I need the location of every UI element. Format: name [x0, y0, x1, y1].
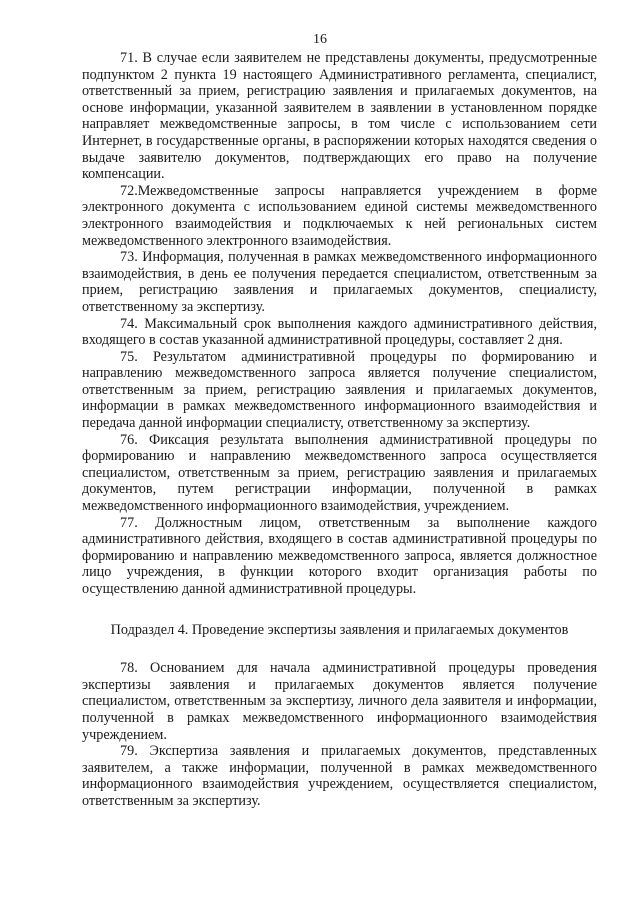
paragraph-79: 79. Экспертиза заявления и прилагаемых документов, представленных заявителем, а также информации, полученной в рамках межведомственного информационного взаимодействия учреждением, осуществляется специалистом, ответственным за экспертизу. — [82, 743, 597, 809]
paragraph-75: 75. Результатом административной процедуры по формированию и направлению межведомственного запроса является получение специалистом, ответственным за прием, регистрацию заявления и прилагаемых документов, информации в рамках межведомственного информационного взаимодействия и передача данной информации специалисту, ответственному за экспертизу. — [82, 348, 597, 432]
document-body — [82, 50, 597, 810]
paragraph-71: 71. В случае если заявителем не представлены документы, предусмотренные подпунктом 2 пункта 19 настоящего Административного регламента, специалист, ответственный за прием, регистрацию заявления и прилагаемых документов, на основе информации, указанной заявителем в заявлении в установленном порядке направляет межведомственные запросы, в том числе с использованием сети Интернет, в государственные органы, в распоряжении которых находятся сведения о выдаче заявителю документов, подтверждающих его право на получение компенсации. — [82, 50, 597, 183]
paragraph-78: 78. Основанием для начала административной процедуры проведения экспертизы заявления и прилагаемых документов является получение специалистом, ответственным за экспертизу, личного дела заявителя и информации, полученной в рамках межведомственного информационного взаимодействия учреждением. — [82, 660, 597, 743]
page-number: 16 — [313, 32, 327, 47]
paragraph-76: 76. Фиксация результата выполнения административной процедуры по формированию и направлению межведомственного запроса осуществляется специалистом, ответственным за прием, регистрацию заявления и прилагаемых документов, путем регистрации информации, полученной в рамках межведомственного информационного взаимодействия, учреждением. — [82, 431, 597, 515]
paragraph-77: 77. Должностным лицом, ответственным за выполнение каждого административного действия, входящего в состав административной процедуры по формированию и направлению межведомственного запроса, является должностное лицо учреждения, в функции которого входит организация работы по осуществлению данной административной процедуры. — [82, 514, 597, 597]
paragraph-74: 74. Максимальный срок выполнения каждого административного действия, входящего в состав указанной административной процедуры, составляет 2 дня. — [82, 315, 597, 349]
subsection-heading: Подраздел 4. Проведение экспертизы заявления и прилагаемых документов — [110, 621, 569, 638]
paragraph-73: 73. Информация, полученная в рамках межведомственного информационного взаимодействия, в день ее получения передается специалистом, ответственным за прием, регистрацию заявления и прилагаемых документов, специалисту, ответственному за экспертизу. — [82, 249, 597, 315]
paragraph-72: 72.Межведомственные запросы направляется учреждением в форме электронного документа с использованием единой системы межведомственного электронного взаимодействия и подключаемых к ней региональных систем межведомственного электронного взаимодействия. — [82, 182, 597, 249]
